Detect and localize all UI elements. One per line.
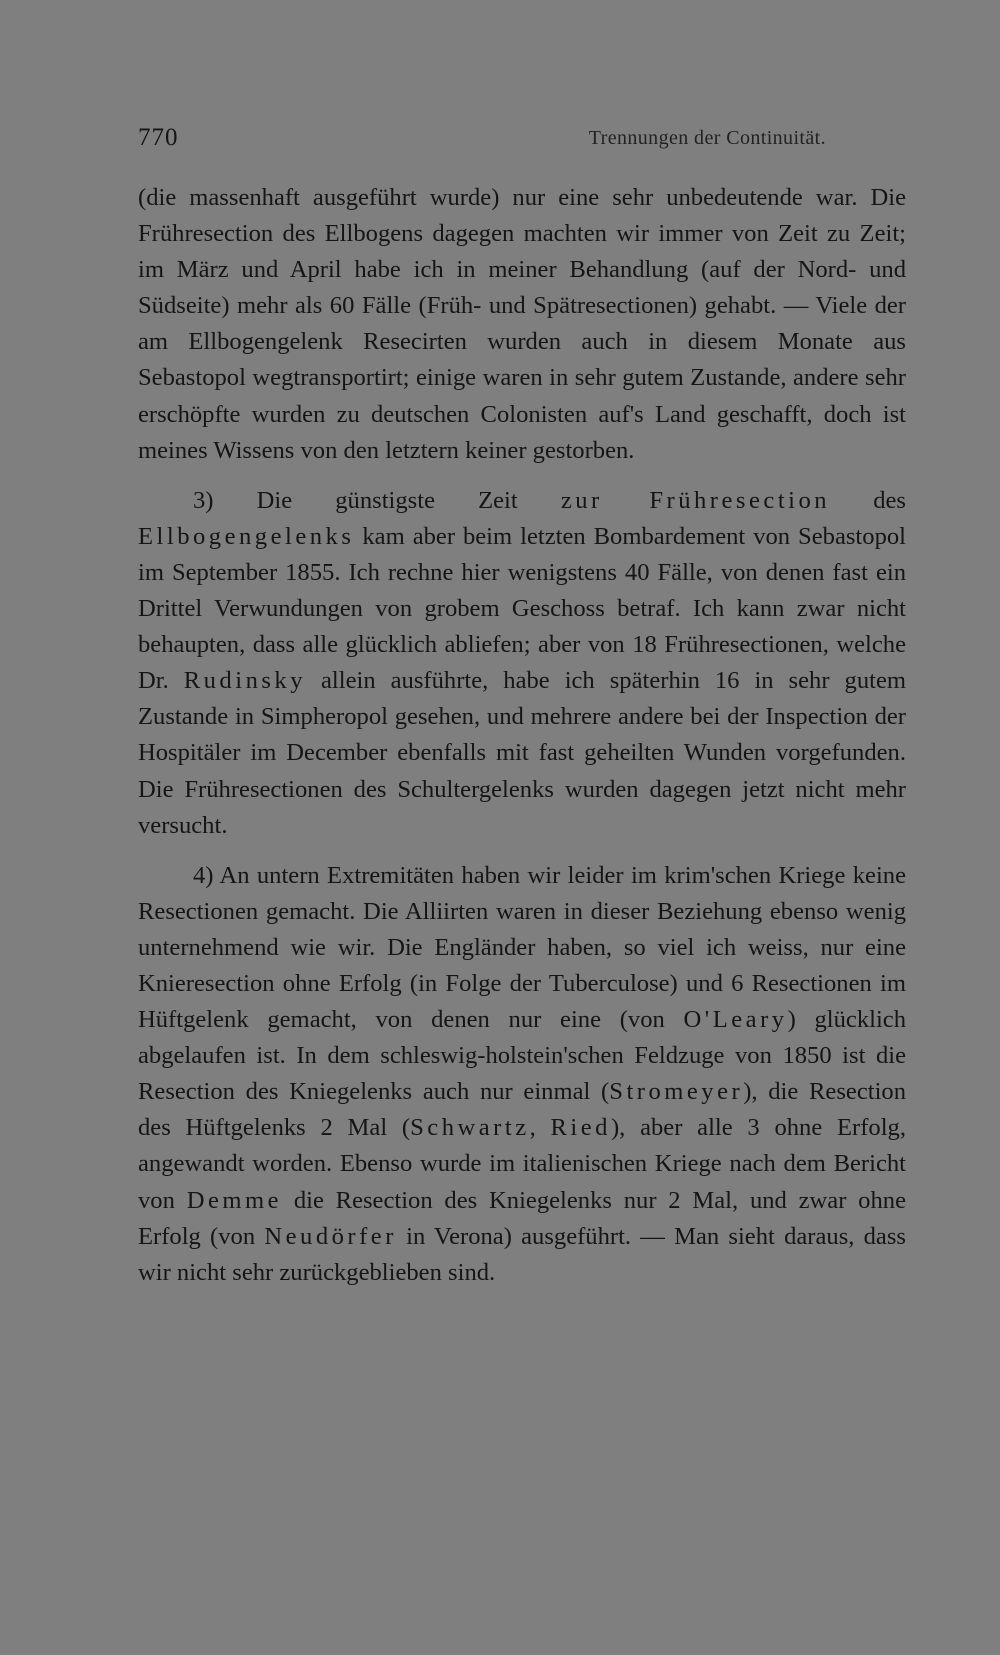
text-run: allein ausführte, habe ich späterhin 16 in sehr gutem Zustande in Simpheropol gesehen, und mehrere andere bei der Inspection der Hospitäler im December ebenfalls mit fast geheilten Wunden vorgefunden. Die Frühresectionen des Schultergelenks wurden dagegen jetzt nicht mehr versucht. [138, 667, 906, 839]
text-run: 4) An untern Extremitäten haben wir leider im krim'schen Kriege keine Resectionen gemacht. Die Alliirten waren in dieser Beziehung ebenso wenig unternehmend wie wir. Die Engländer haben, so viel ich weiss, nur eine Knieresection ohne Erfolg (in Folge der Tuberculose) und 6 Resectionen im Hüftgelenk gemacht, von denen nur eine (von [138, 861, 906, 1034]
text-run: (die massenhaft ausgeführt wurde) nur eine sehr unbedeutende war. Die Frühresection des Ellbogens dagegen machten wir immer von Zeit zu Zeit; im März und April habe ich in meiner Behandlung (auf der Nord- und Südseite) mehr als 60 Fälle (Früh- und Spätresectionen) gehabt. — Viele der am Ellbogengelenk Resecirten wurden auch in diesem Monate aus Sebastopol wegtransportirt; einige waren in sehr gutem Zustande, andere sehr erschöpfte wurden zu deutschen Colonisten auf's Land geschafft, doch ist meines Wissens von den letztern keiner gestorben. [138, 184, 906, 464]
paragraph-3 [138, 858, 906, 1291]
running-title: Trennungen der Continuität. [588, 127, 826, 149]
spaced-name: O'Leary [683, 1006, 788, 1034]
spaced-name: zur Frühresection [560, 486, 831, 514]
text-run: in Verona) ausgeführt. — Man sieht daraus, dass wir nicht sehr zurückgeblieben sind. [138, 1222, 906, 1286]
spaced-name: Ried [550, 1114, 611, 1142]
paragraph-1 [138, 180, 906, 469]
spaced-name: Stromeyer [609, 1078, 744, 1106]
page-number: 770 [138, 124, 179, 151]
spaced-name: Neudörfer [264, 1222, 397, 1250]
text-run: ), die Resection des Hüftgelenks 2 Mal ( [138, 1078, 906, 1142]
text-run: 3) Die günstigste Zeit [193, 486, 561, 514]
spaced-name: Demme [186, 1186, 283, 1214]
text-run: ) glücklich abgelaufen ist. In dem schleswig-holstein'schen Feldzuge von 1850 ist die Resection des Kniegelenks auch nur einmal ( [138, 1006, 906, 1106]
spaced-name: Schwartz [410, 1114, 530, 1142]
text-run: des [830, 486, 906, 514]
spaced-name: Ellbogengelenks [138, 522, 355, 550]
text-run: kam aber beim letzten Bombardement von Sebastopol im September 1855. Ich rechne hier wenigstens 40 Fälle, von denen fast ein Drittel Verwundungen von grobem Geschoss betraf. Ich kann zwar nicht behaupten, dass alle glücklich abliefen; aber von 18 Frühresectionen, welche Dr. [138, 522, 906, 695]
body-text [138, 180, 906, 1291]
paragraph-2 [138, 483, 906, 844]
text-run: ), aber alle 3 ohne Erfolg, angewandt worden. Ebenso wurde im italienischen Kriege nach dem Bericht von [138, 1114, 906, 1214]
spaced-name: Rudinsky [183, 667, 307, 695]
text-run: die Resection des Kniegelenks nur 2 Mal, und zwar ohne Erfolg (von [138, 1186, 906, 1250]
page-header [138, 124, 906, 156]
text-run: , [529, 1114, 551, 1142]
